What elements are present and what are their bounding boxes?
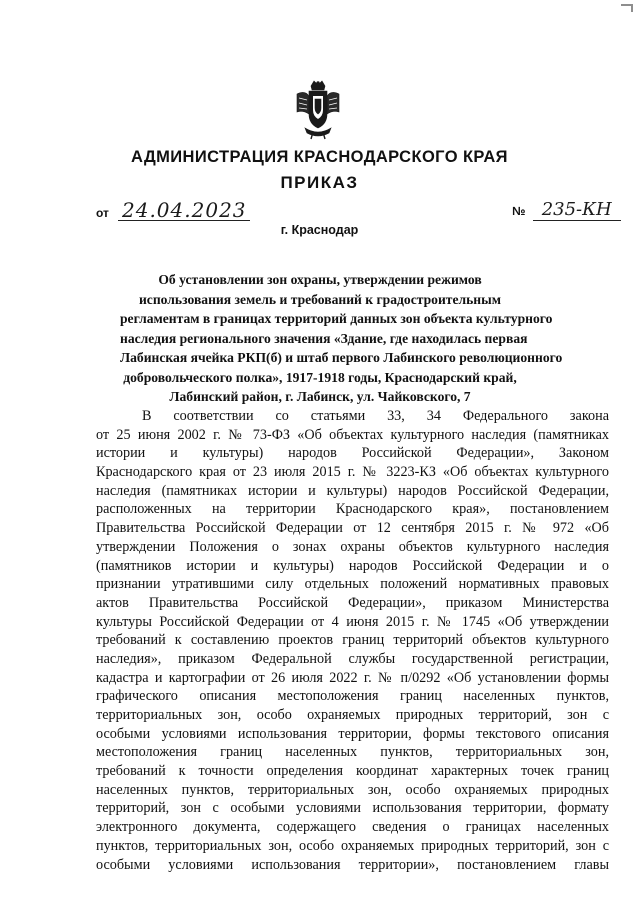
body-line: наследия», приказом Федеральной службы государственной регистрации, <box>96 650 609 667</box>
body-line: особыми условиями использования территории», постановлением главы <box>96 856 609 873</box>
subject-line: наследия регионального значения «Здание, где находилась первая <box>120 330 528 346</box>
document-number <box>512 200 621 221</box>
body-line: признании утратившими силу отдельных положений нормативных правовых <box>96 576 609 593</box>
body-line: культуры Российской Федерации от 4 июня 2015 г. № 1745 «Об утверждении <box>96 613 609 630</box>
body-line: Правительства Российской Федерации от 12 сентября 2015 г. № 972 «Об <box>96 520 609 537</box>
body-line: актов Правительства Российской Федерации», приказом Министерства <box>96 594 609 611</box>
organization-title: АДМИНИСТРАЦИЯ КРАСНОДАРСКОГО КРАЯ <box>131 148 508 166</box>
body-line: наследия (памятниках истории и культуры) народов Российской Федерации, <box>96 482 609 499</box>
subject-line: Об установлении зон охраны, утверждении режимов <box>158 272 482 287</box>
handwritten-number: 235-КН <box>533 200 621 221</box>
number-prefix: № <box>512 204 526 218</box>
body-line: расположенных на территории Краснодарского края», постановлением <box>96 501 609 518</box>
body-line: требований к точности определения координат характерных точек границ <box>96 763 609 780</box>
subject-line: использования земель и требований к градостроительным <box>138 291 502 307</box>
date-prefix: от <box>96 206 109 220</box>
body-line: утверждении Положения о зонах охраны объектов культурного наследия <box>96 538 609 555</box>
body-line: требований к составлению проектов границ территорий объектов культурного <box>96 632 609 649</box>
document-subject <box>120 270 563 407</box>
body-line: Краснодарского края от 23 июля 2015 г. № 3223-КЗ «Об объектах культурного <box>96 464 609 481</box>
body-line: кадастра и картографии от 26 июля 2022 г. № п/0292 «Об установлении формы <box>96 669 609 686</box>
body-line: территориальных зон, особо охраняемых природных территорий, зон с <box>96 707 609 723</box>
subject-line: Лабинская ячейка РКП(б) и штаб первого Лабинского революционного <box>120 350 563 365</box>
body-line: особыми условиями использования территории, формы текстового описания <box>96 725 609 742</box>
document-body <box>96 407 609 874</box>
document-type-title: ПРИКАЗ <box>280 173 359 192</box>
subject-line: регламентам в границах территорий данных зон объекта культурного <box>120 311 553 326</box>
body-line: истории и культуры) народов Российской Федерации», Законом <box>96 445 609 462</box>
body-line: местоположения границ населенных пунктов, территориальных зон, <box>96 744 609 761</box>
document-date <box>96 200 250 221</box>
coat-of-arms-icon <box>295 80 341 140</box>
subject-line: добровольческого полка», 1917-1918 годы, Краснодарский край, <box>123 369 517 385</box>
body-line: пунктов, территориальных зон, особо охраняемых природных территорий, зон с <box>96 837 609 854</box>
scan-corner-mark <box>621 4 633 12</box>
body-line: от 25 июня 2002 г. № 73-ФЗ «Об объектах культурного наследия (памятниках <box>96 426 609 443</box>
body-line: территорий, зон с особыми условиями использования территории, формату <box>96 800 609 817</box>
body-line: электронного документа, содержащего сведения о границах населенных <box>96 819 609 836</box>
subject-line: Лабинский район, г. Лабинск, ул. Чайковского, 7 <box>169 389 471 404</box>
body-line: (памятников истории и культуры) народов Российской Федерации и о <box>96 557 609 574</box>
handwritten-date: 24.04.2023 <box>118 200 250 221</box>
document-city: г. Краснодар <box>280 223 359 237</box>
body-line: графического описания местоположения границ населенных пунктов, <box>96 688 609 705</box>
body-line: В соответствии со статьями 33, 34 Федерального закона <box>142 408 609 424</box>
body-line: населенных пунктов, территориальных зон, особо охраняемых природных <box>96 781 609 798</box>
